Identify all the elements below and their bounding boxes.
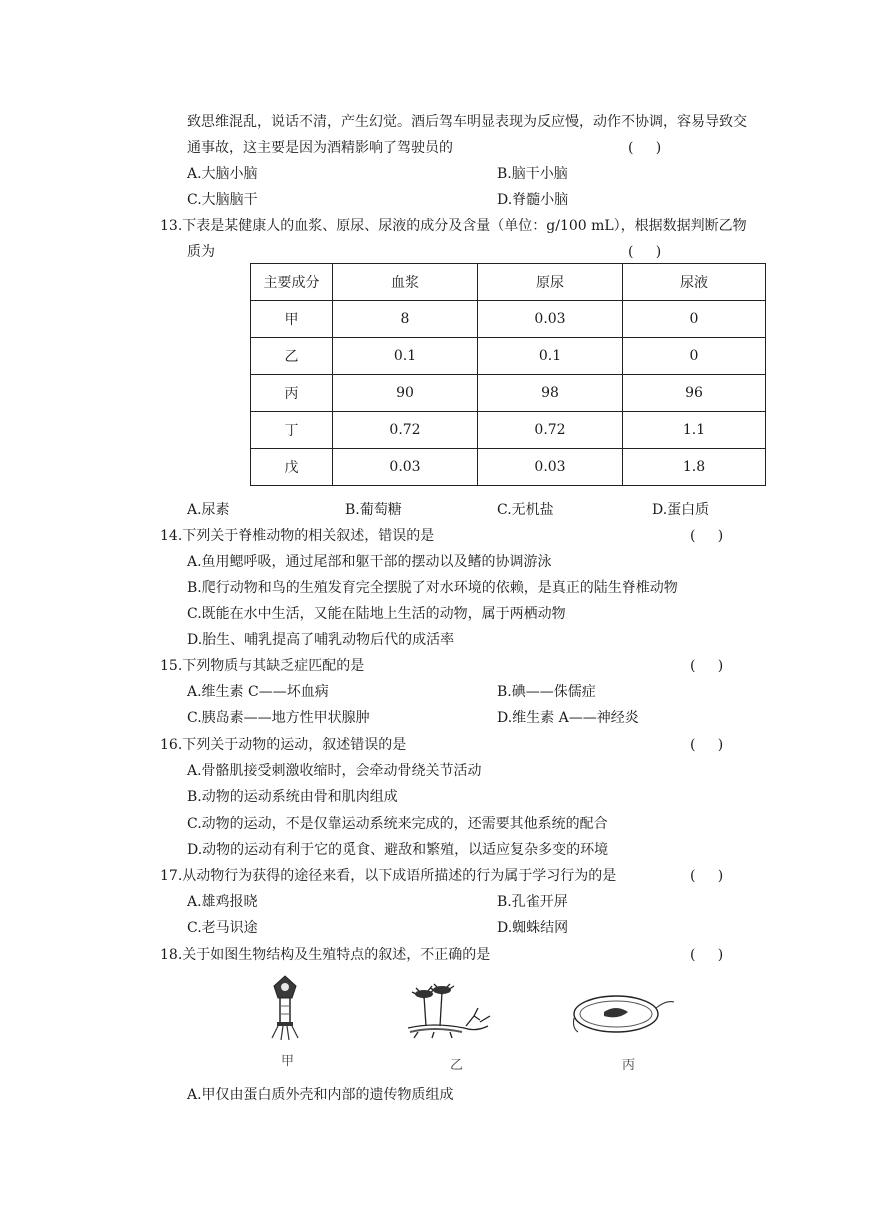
q13-option-a: A.尿素 xyxy=(187,502,230,518)
table-cell: 丙 xyxy=(251,375,333,412)
composition-table xyxy=(250,263,766,486)
table-header-cell: 原尿 xyxy=(478,264,623,301)
q17-answer-blank: ( ) xyxy=(690,868,724,884)
table-row xyxy=(251,375,766,412)
table-header-row xyxy=(251,264,766,301)
q15-option-a: A.维生素 C——坏血病 xyxy=(187,684,329,700)
q17-stem: 17.从动物行为获得的途径来看，以下成语所描述的行为属于学习行为的是 xyxy=(160,868,617,884)
table-header-cell: 尿液 xyxy=(623,264,766,301)
q16-option-a: A.骨骼肌接受刺激收缩时，会牵动骨绕关节活动 xyxy=(187,763,482,779)
table-cell: 丁 xyxy=(251,412,333,449)
q12-option-b: B.脑干小脑 xyxy=(497,166,568,182)
figure-label-yi: 乙 xyxy=(450,1058,464,1073)
table-row xyxy=(251,301,766,338)
q14-option-a: A.鱼用鳃呼吸，通过尾部和躯干部的摆动以及鳍的协调游泳 xyxy=(187,554,552,570)
table-header-cell: 血浆 xyxy=(333,264,478,301)
figure-label-bing: 丙 xyxy=(622,1058,636,1073)
q13-option-c: C.无机盐 xyxy=(497,502,554,518)
bacterium-figure xyxy=(570,990,676,1042)
table-cell: 0.03 xyxy=(478,301,623,338)
table-cell: 8 xyxy=(333,301,478,338)
table-cell: 0 xyxy=(623,338,766,375)
q13-option-d: D.蛋白质 xyxy=(652,502,710,518)
table-row xyxy=(251,412,766,449)
virus-figure xyxy=(268,972,302,1044)
q13-option-b: B.葡萄糖 xyxy=(345,502,402,518)
table-cell: 0 xyxy=(623,301,766,338)
q15-option-b: B.碘——侏儒症 xyxy=(497,684,596,700)
table-cell: 乙 xyxy=(251,338,333,375)
table-cell: 戊 xyxy=(251,449,333,486)
q13-stem-line1: 13.下表是某健康人的血浆、原尿、尿液的成分及含量（单位：g/100 mL），根据数据判断乙物 xyxy=(160,218,747,234)
q16-option-b: B.动物的运动系统由骨和肌肉组成 xyxy=(187,789,398,805)
table-header-cell: 主要成分 xyxy=(251,264,333,301)
table-cell: 甲 xyxy=(251,301,333,338)
q13-stem-line2: 质为 xyxy=(187,244,215,260)
table-row xyxy=(251,449,766,486)
q12-option-a: A.大脑小脑 xyxy=(187,166,258,182)
table-cell: 0.03 xyxy=(333,449,478,486)
q15-option-d: D.维生素 A——神经炎 xyxy=(497,710,639,726)
table-cell: 0.72 xyxy=(333,412,478,449)
q14-stem: 14.下列关于脊椎动物的相关叙述，错误的是 xyxy=(160,528,435,544)
mold-figure xyxy=(404,982,500,1040)
q14-option-b: B.爬行动物和鸟的生殖发育完全摆脱了对水环境的依赖，是真正的陆生脊椎动物 xyxy=(187,580,678,596)
table-cell: 90 xyxy=(333,375,478,412)
table-row xyxy=(251,338,766,375)
q12-stem-line1: 致思维混乱，说话不清，产生幻觉。酒后驾车明显表现为反应慢，动作不协调，容易导致交 xyxy=(187,114,747,130)
q14-option-c: C.既能在水中生活，又能在陆地上生活的动物，属于两栖动物 xyxy=(187,606,566,622)
table-cell: 96 xyxy=(623,375,766,412)
q18-answer-blank: ( ) xyxy=(690,947,724,963)
q15-answer-blank: ( ) xyxy=(690,658,724,674)
table-cell: 0.1 xyxy=(333,338,478,375)
q12-option-c: C.大脑脑干 xyxy=(187,192,258,208)
q17-option-a: A.雄鸡报晓 xyxy=(187,894,258,910)
table-cell: 1.8 xyxy=(623,449,766,486)
table-cell: 0.72 xyxy=(478,412,623,449)
table-cell: 0.1 xyxy=(478,338,623,375)
q16-answer-blank: ( ) xyxy=(690,737,724,753)
q18-stem: 18.关于如图生物结构及生殖特点的叙述，不正确的是 xyxy=(160,947,491,963)
table-cell: 98 xyxy=(478,375,623,412)
q14-answer-blank: ( ) xyxy=(690,528,724,544)
table-cell: 0.03 xyxy=(478,449,623,486)
q16-stem: 16.下列关于动物的运动，叙述错误的是 xyxy=(160,737,407,753)
figure-label-jia: 甲 xyxy=(281,1054,295,1069)
q17-option-d: D.蜘蛛结网 xyxy=(497,920,569,936)
q16-option-d: D.动物的运动有利于它的觅食、避敌和繁殖，以适应复杂多变的环境 xyxy=(187,842,609,858)
q15-option-c: C.胰岛素——地方性甲状腺肿 xyxy=(187,710,370,726)
q16-option-c: C.动物的运动，不是仅靠运动系统来完成的，还需要其他系统的配合 xyxy=(187,816,608,832)
q12-answer-blank: ( ) xyxy=(628,140,662,156)
q17-option-c: C.老马识途 xyxy=(187,920,258,936)
q18-option-a: A.甲仅由蛋白质外壳和内部的遗传物质组成 xyxy=(187,1087,454,1103)
q12-option-d: D.脊髓小脑 xyxy=(497,192,569,208)
q17-option-b: B.孔雀开屏 xyxy=(497,894,568,910)
q15-stem: 15.下列物质与其缺乏症匹配的是 xyxy=(160,658,365,674)
q14-option-d: D.胎生、哺乳提高了哺乳动物后代的成活率 xyxy=(187,632,455,648)
q12-stem-line2: 通事故，这主要是因为酒精影响了驾驶员的 xyxy=(187,140,453,156)
table-cell: 1.1 xyxy=(623,412,766,449)
q13-answer-blank: ( ) xyxy=(628,244,662,260)
